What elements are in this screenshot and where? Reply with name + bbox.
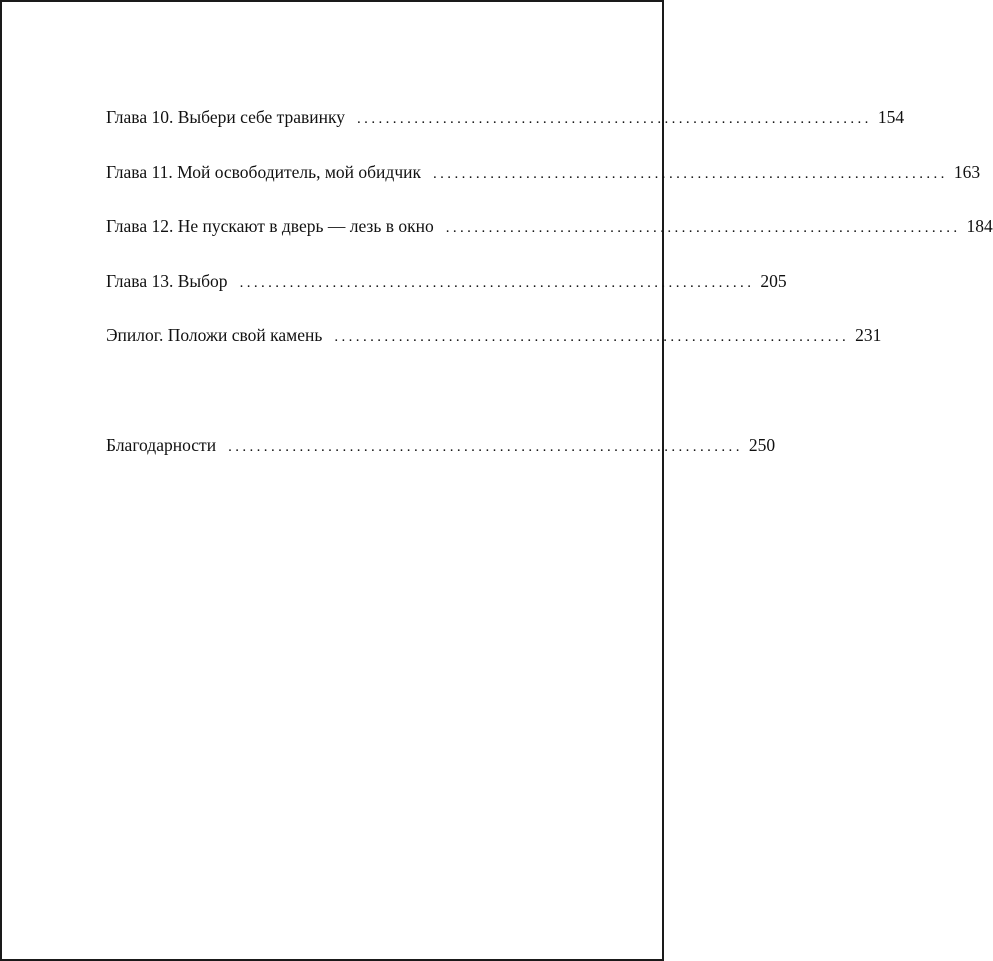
- toc-dot-leader: ........................................................................: [334, 329, 850, 345]
- toc-entry-page-number: 163: [953, 162, 981, 182]
- toc-entry-epilogue: [106, 320, 882, 350]
- toc-entry-chapter-11: [106, 157, 981, 187]
- toc-dot-leader: ........................................................................: [239, 275, 755, 291]
- toc-entry-page-number: 184: [966, 216, 993, 236]
- toc-entry-page-number: 231: [855, 325, 882, 345]
- toc-dot-leader: ........................................................................: [433, 166, 948, 182]
- toc-dot-leader: ........................................................................: [228, 439, 743, 455]
- toc-entry-title: Глава 12. Не пускают в дверь — лезь в окно: [106, 216, 434, 236]
- toc-entry-page-number: 154: [877, 107, 905, 127]
- toc-entry-title: Благодарности: [106, 435, 217, 455]
- toc-entry-chapter-13: [106, 266, 787, 296]
- toc-entry-page-number: 205: [760, 271, 787, 291]
- toc-entry-chapter-10: [106, 102, 905, 132]
- toc-entry-title: Эпилог. Положи свой камень: [106, 325, 323, 345]
- toc-entry-title: Глава 13. Выбор: [106, 271, 228, 291]
- toc-dot-leader: ........................................................................: [357, 111, 872, 127]
- toc-entry-acknowledgements: [106, 430, 776, 460]
- toc-dot-leader: ........................................................................: [445, 220, 961, 236]
- toc-entry-chapter-12: [106, 211, 993, 241]
- toc-entry-title: Глава 11. Мой освободитель, мой обидчик: [106, 162, 421, 182]
- toc-entry-page-number: 250: [748, 435, 776, 455]
- toc-entry-title: Глава 10. Выбери себе травинку: [106, 107, 346, 127]
